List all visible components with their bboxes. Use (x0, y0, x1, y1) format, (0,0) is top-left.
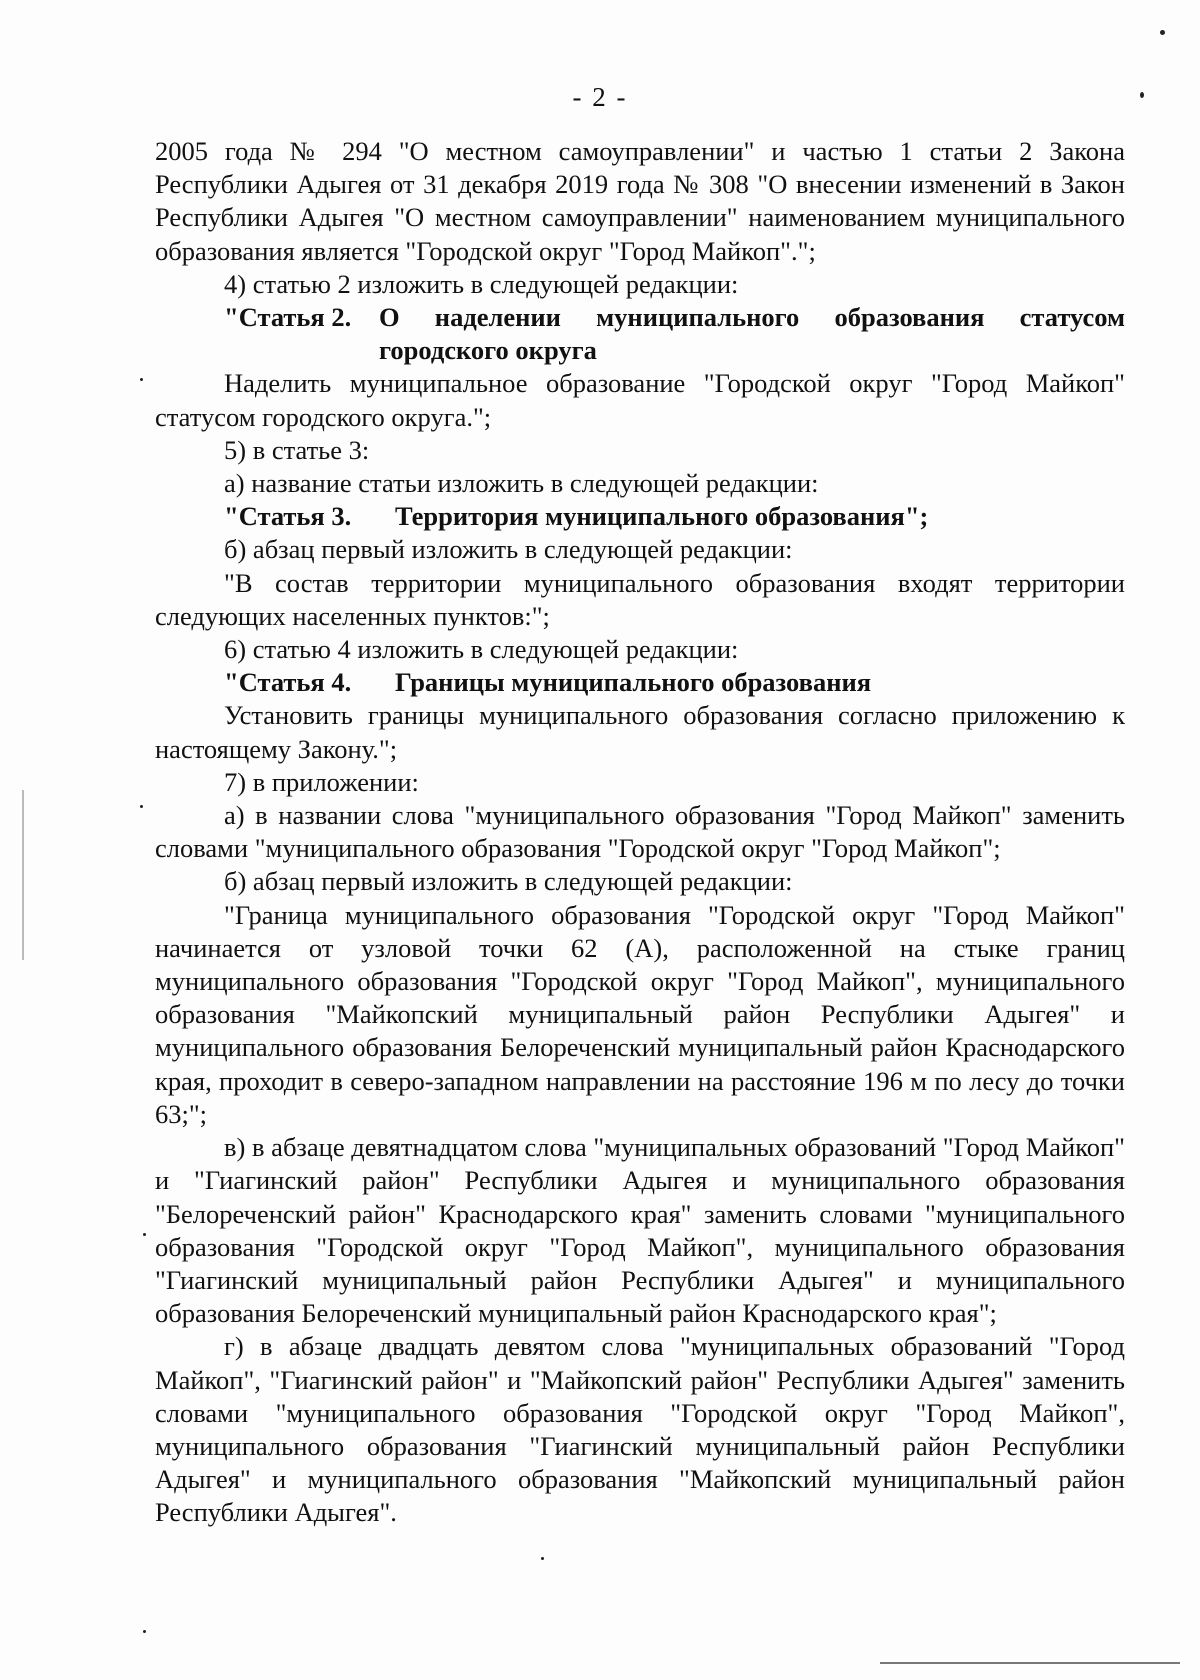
scan-speck (1140, 92, 1144, 98)
scan-speck (143, 1630, 146, 1633)
scan-bottom-line (880, 1662, 1180, 1664)
article-2-title: О наделении муниципального образования статусом городского округа (379, 302, 1125, 366)
paragraph-item-7b: б) абзац первый изложить в следующей редакции: (224, 866, 793, 897)
scan-speck (140, 805, 143, 808)
paragraph-continuation: 2005 года № 294 "О местном самоуправлении" и частью 1 статьи 2 Закона Республики Адыгея от 31 декабря 2019 года № 308 "О внесении изменений в Закон Республики Адыгея "О местном самоуправлении" наименованием муниципального образования является "Городской округ "Город Майкоп"."; (155, 136, 1125, 266)
paragraph-article-4-text: Установить границы муниципального образования согласно приложению к настоящему Закону."; (155, 700, 1125, 764)
article-3-title: Территория муниципального образования"; (395, 501, 929, 532)
scan-speck (143, 1233, 146, 1236)
page-number: - 2 - (572, 82, 628, 112)
article-4-number: "Статья 4. (224, 667, 352, 698)
paragraph-item-7g: г) в абзаце двадцать девятом слова "муниципальных образований "Город Майкоп", "Гиагинский район" и "Майкопский район" Республики Адыгея" заменить словами "муниципального образования "Городской округ "Город Майкоп", муниципального образования "Гиагинский муниципальный район Республики Адыгея" и муниципального образования "Майкопский муниципальный район Республики Адыгея". (155, 1331, 1125, 1528)
article-4-title: Границы муниципального образования (395, 667, 872, 698)
paragraph-item-7v: в) в абзаце девятнадцатом слова "муниципальных образований "Город Майкоп" и "Гиагинский район" Республики Адыгея и муниципального образования "Белореченский район" Краснодарского края" заменить словами "муниципального образования "Городской округ "Город Майкоп", муниципального образования "Гиагинский муниципальный район Республики Адыгея" и муниципального образования Белореченский муниципальный район Краснодарского края"; (155, 1132, 1125, 1329)
scan-speck (140, 378, 143, 381)
article-3-heading (155, 500, 1125, 533)
article-2-heading (155, 301, 1125, 367)
paragraph-item-5a: а) название статьи изложить в следующей редакции: (224, 468, 819, 499)
paragraph-item-7: 7) в приложении: (224, 766, 419, 797)
scan-speck (1160, 30, 1165, 35)
paragraph-item-4: 4) статью 2 изложить в следующей редакции: (224, 268, 739, 299)
paragraph-item-5: 5) в статье 3: (224, 434, 370, 465)
article-3-number: "Статья 3. (224, 501, 352, 532)
paragraph-article-3-text: "В состав территории муниципального образования входят территории следующих населенных пунктов:"; (155, 567, 1125, 631)
article-4-heading (155, 666, 1125, 699)
scan-edge-line (22, 790, 24, 960)
scan-speck (541, 1557, 544, 1560)
paragraph-item-7a: а) в названии слова "муниципального образования "Город Майкоп" заменить словами "муниципального образования "Городской округ "Город Майкоп"; (155, 800, 1125, 864)
paragraph-item-6: 6) статью 4 изложить в следующей редакции: (224, 634, 739, 665)
paragraph-boundary-text: "Граница муниципального образования "Городской округ "Город Майкоп" начинается от узловой точки 62 (А), расположенной на стыке границ муниципального образования "Городской округ "Город Майкоп", муниципального образования "Майкопский муниципальный район Республики Адыгея" и муниципального образования Белореченский муниципальный район Краснодарского края, проходит в северо-западном направлении на расстояние 196 м по лесу до точки 63;"; (155, 899, 1125, 1129)
article-2-number: "Статья 2. (224, 302, 352, 333)
paragraph-article-2-text: Наделить муниципальное образование "Городской округ "Город Майкоп" статусом городского округа."; (155, 368, 1125, 432)
document-body (155, 135, 1125, 1530)
paragraph-item-5b: б) абзац первый изложить в следующей редакции: (224, 534, 793, 565)
